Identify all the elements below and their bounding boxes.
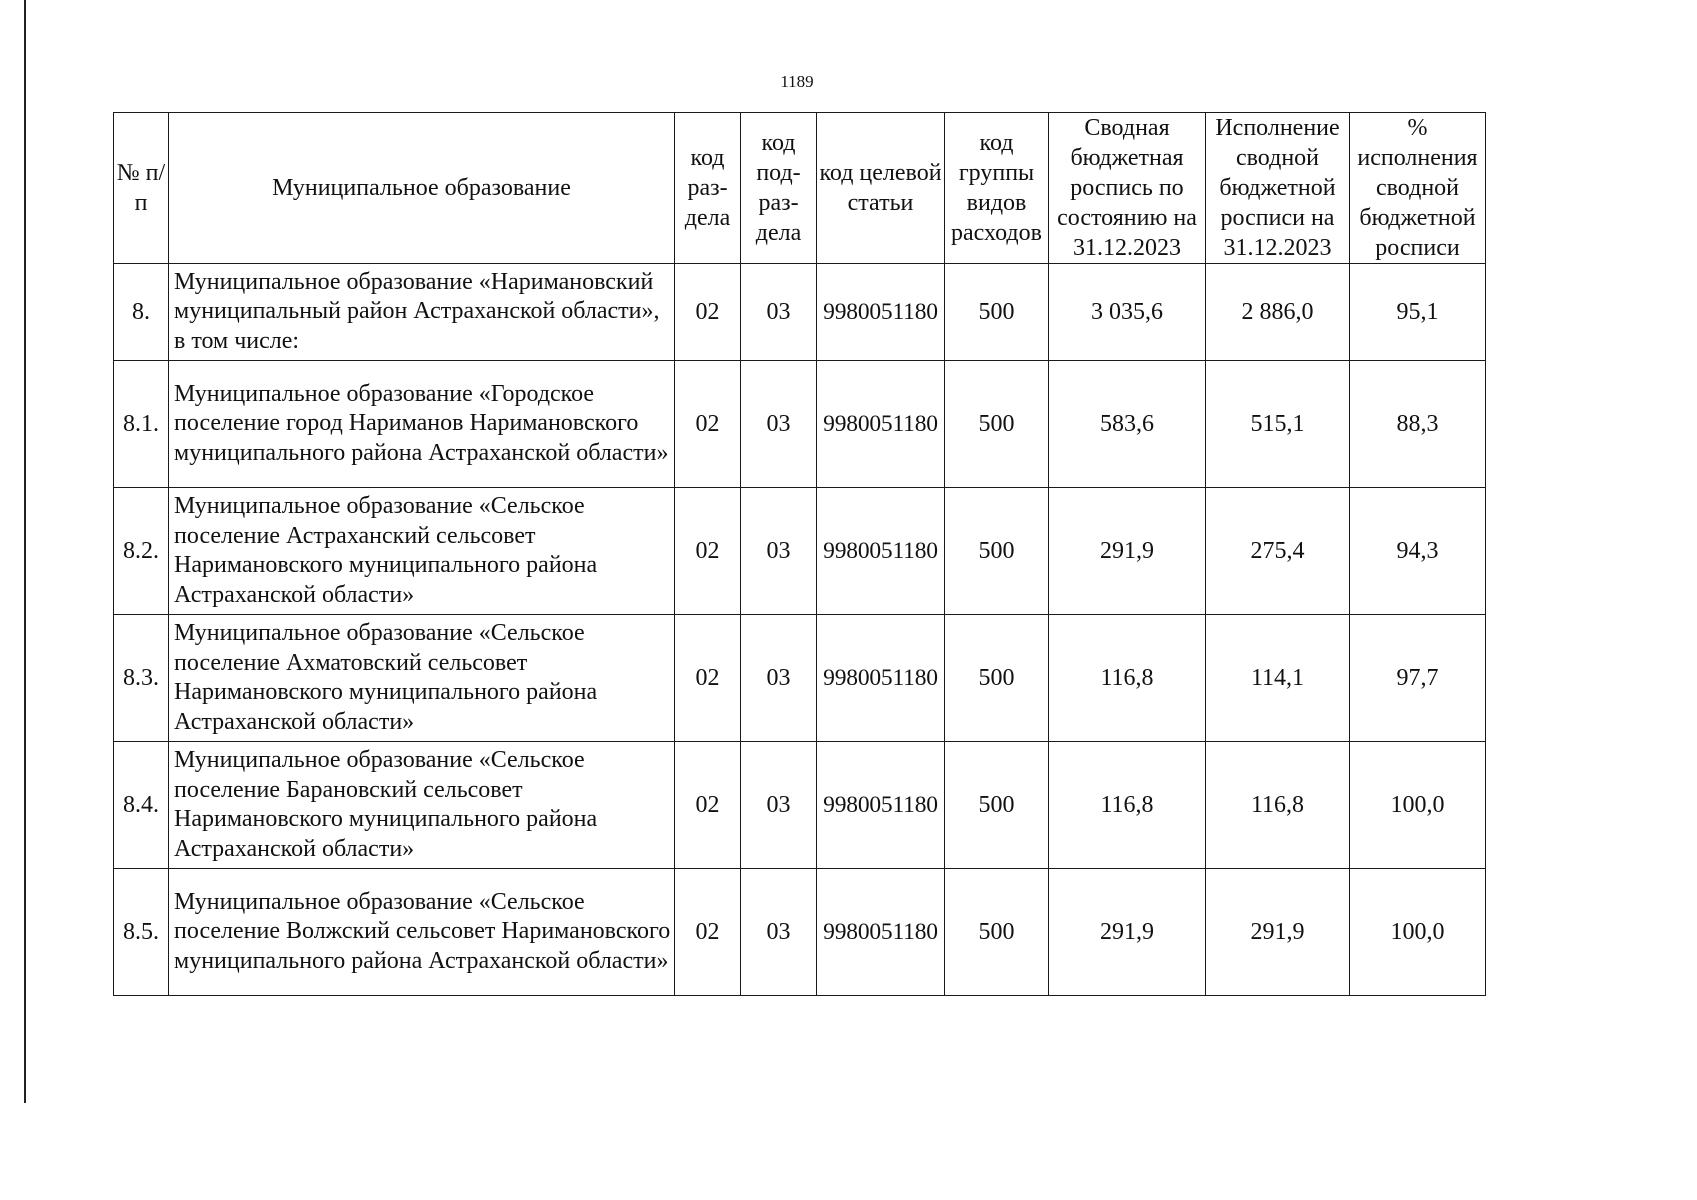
row-name: Муниципальное образование «Сельское поселение Астраханский сельсовет Наримановского муниципального района Астраханской области» (169, 488, 675, 615)
row-target: 9980051180 (817, 361, 945, 488)
row-subsection: 03 (741, 488, 817, 615)
row-name: Муниципальное образование «Сельское поселение Волжский сельсовет Наримановского муниципального района Астраханской области» (169, 869, 675, 996)
row-percent: 100,0 (1350, 742, 1486, 869)
row-subsection: 03 (741, 869, 817, 996)
row-percent: 97,7 (1350, 615, 1486, 742)
row-num: 8.3. (114, 615, 169, 742)
row-section: 02 (675, 264, 741, 361)
row-percent: 88,3 (1350, 361, 1486, 488)
row-plan: 583,6 (1049, 361, 1206, 488)
header-num: № п/п (114, 113, 169, 264)
row-plan: 291,9 (1049, 869, 1206, 996)
row-group: 500 (945, 488, 1049, 615)
row-exec: 291,9 (1206, 869, 1350, 996)
row-group: 500 (945, 869, 1049, 996)
table-row (114, 742, 1486, 869)
page-number: 1189 (780, 72, 814, 91)
table-row (114, 361, 1486, 488)
row-target: 9980051180 (817, 869, 945, 996)
row-exec: 275,4 (1206, 488, 1350, 615)
budget-execution-table (113, 112, 1486, 996)
row-section: 02 (675, 742, 741, 869)
page-margin-line (24, 0, 26, 1103)
row-target: 9980051180 (817, 742, 945, 869)
header-subsection: код под-раз-дела (741, 113, 817, 264)
table-row (114, 615, 1486, 742)
header-target: код целевой статьи (817, 113, 945, 264)
row-plan: 291,9 (1049, 488, 1206, 615)
header-plan: Сводная бюджетная роспись по состоянию на 31.12.2023 (1049, 113, 1206, 264)
row-plan: 116,8 (1049, 615, 1206, 742)
header-exec: Исполнение сводной бюджетной росписи на 31.12.2023 (1206, 113, 1350, 264)
header-section: код раз-дела (675, 113, 741, 264)
header-group: код группы видов расходов (945, 113, 1049, 264)
row-subsection: 03 (741, 615, 817, 742)
row-target: 9980051180 (817, 615, 945, 742)
row-plan: 116,8 (1049, 742, 1206, 869)
table-row (114, 869, 1486, 996)
row-percent: 95,1 (1350, 264, 1486, 361)
row-group: 500 (945, 264, 1049, 361)
row-percent: 94,3 (1350, 488, 1486, 615)
row-target: 9980051180 (817, 488, 945, 615)
row-target: 9980051180 (817, 264, 945, 361)
row-name: Муниципальное образование «Наримановский муниципальный район Астраханской области», в том числе: (169, 264, 675, 361)
row-name: Муниципальное образование «Сельское поселение Барановский сельсовет Наримановского муниципального района Астраханской области» (169, 742, 675, 869)
table-row (114, 264, 1486, 361)
table-row (114, 488, 1486, 615)
row-group: 500 (945, 361, 1049, 488)
row-section: 02 (675, 869, 741, 996)
row-section: 02 (675, 361, 741, 488)
row-name: Муниципальное образование «Городское поселение город Нариманов Наримановского муниципального района Астраханской области» (169, 361, 675, 488)
header-percent: % исполнения сводной бюджетной росписи (1350, 113, 1486, 264)
row-name: Муниципальное образование «Сельское поселение Ахматовский сельсовет Наримановского муниципального района Астраханской области» (169, 615, 675, 742)
row-plan: 3 035,6 (1049, 264, 1206, 361)
row-exec: 2 886,0 (1206, 264, 1350, 361)
row-num: 8.5. (114, 869, 169, 996)
row-subsection: 03 (741, 742, 817, 869)
row-group: 500 (945, 742, 1049, 869)
row-section: 02 (675, 615, 741, 742)
row-exec: 116,8 (1206, 742, 1350, 869)
row-exec: 114,1 (1206, 615, 1350, 742)
row-num: 8. (114, 264, 169, 361)
header-name: Муниципальное образование (169, 113, 675, 264)
row-percent: 100,0 (1350, 869, 1486, 996)
row-section: 02 (675, 488, 741, 615)
row-num: 8.4. (114, 742, 169, 869)
row-exec: 515,1 (1206, 361, 1350, 488)
header-row (114, 113, 1486, 264)
row-num: 8.1. (114, 361, 169, 488)
row-subsection: 03 (741, 361, 817, 488)
row-group: 500 (945, 615, 1049, 742)
row-subsection: 03 (741, 264, 817, 361)
row-num: 8.2. (114, 488, 169, 615)
